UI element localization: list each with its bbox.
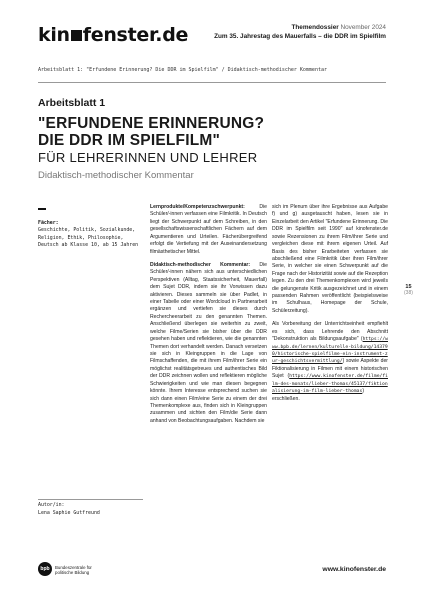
- learning-products-paragraph: Lernprodukte/Kompetenzschwerpunkt: Die Schüler/-innen verfassen eine Filmkritik. In Deutsch liegt der Schwerpunkt auf dem Schreiben, in den gesellschaftswissenschaftlichen Fächern auf dem Argumentieren und Urteilen. Fächerübergreifend erfolgt die Vertiefung mit der Auseinandersetzung filmästhetischer Mittel.: [150, 204, 267, 255]
- bpb-logo-text: Bundeszentrale für politische Bildung: [55, 565, 92, 575]
- subjects-label: Fächer:: [38, 220, 59, 226]
- author-label: Autor/in:: [38, 502, 65, 508]
- logo-text-right: fenster.de: [82, 24, 189, 46]
- worksheet-label: Arbeitsblatt 1: [38, 97, 106, 109]
- page-subtitle: FÜR LEHRERINNEN UND LEHRER: [38, 150, 258, 165]
- subjects-block: [38, 220, 143, 250]
- dossier-date: November 2024: [340, 24, 386, 31]
- bpb-logo[interactable]: [38, 562, 154, 582]
- dossier-title: Zum 35. Jahrestag des Mauerfalls – die DDR im Spielfilm: [214, 32, 386, 40]
- page-title: [38, 115, 264, 149]
- didactic-comment-heading: Didaktisch-methodischer Kommentar:: [150, 261, 251, 268]
- dossier-label: Themendossier: [291, 24, 339, 31]
- page-number: [404, 284, 413, 296]
- breadcrumb: Arbeitsblatt 1: "Erfundene Erinnerung? Die DDR im Spielfilm" / Didaktisch-methodischer Kommentar: [38, 67, 327, 73]
- title-line-2: DIE DDR IM SPIELFILM": [38, 132, 221, 149]
- kinofenster-logo[interactable]: [38, 24, 188, 46]
- learning-products-heading: Lernprodukte/Kompetenzschwerpunkt:: [150, 204, 245, 210]
- logo-text-left: kin: [38, 24, 70, 46]
- page-total: (38): [404, 290, 413, 296]
- column2-paragraph-1: sich im Plenum über ihre Ergebnisse aus Aufgabe f) und g) ausgetauscht haben, lesen sie in Einzelarbeit den Artikel "Erfundene Erinnerung. Die DDR im Spielfilm seit 1990" auf kinofenster.de sowie Rezensionen zu ihrem Film/ihrer Serie und vergleichen diese mit ihrem eigenen Urteil. Auf Basis des bisher Erarbeiteten verfassen sie abschließend eine Filmkritik über ihren Film/ihrer Serie, in welcher sie einen Schwerpunkt auf die Frage nach der Historizität sowie auf die Rezeption legen. Zu den drei Themenkomplexen wird jeweils die gelungenste Kritik ausgezeichnet und in einem passenden Rahmen veröffentlicht (beispielsweise im Schulhaus, Homepage der Schule, Schülerzeitung).: [272, 204, 388, 314]
- text-column-2: [272, 204, 388, 409]
- bpb-badge-icon: bpb: [38, 562, 52, 576]
- dossier-label-line: [214, 24, 386, 33]
- sidebar-dash: [38, 208, 46, 210]
- title-line-1: "ERFUNDENE ERINNERUNG?: [38, 115, 265, 132]
- column2-paragraph-2: Als Vorbereitung der Unterrichtseinheit empfiehlt es sich, dass Lehrende den Abschnitt "Dekonstruktion als Bildungsaufgabe" (https://www.bpb.de/lernen/kulturelle-bildung/143790/historische-spielfilme-ein-instrument-zur-geschichtsvermittlung/) sowie Aspekte der Fiktionalisierung in Filmen mit einem historischen Sujet (https://www.kinofenster.de/filme/film-des-monats/lieber-thomas/45137/fiktionalisierung-im-film-lieber-thomas) erschließen.: [272, 321, 388, 402]
- page-current: 15: [405, 284, 412, 290]
- logo-square-icon: [71, 30, 82, 41]
- breadcrumb-divider: [38, 82, 386, 83]
- text-column-1: [150, 204, 267, 431]
- footer-url[interactable]: www.kinofenster.de: [322, 566, 386, 573]
- document-kind: Didaktisch-methodischer Kommentar: [38, 170, 194, 181]
- author-block: [38, 499, 143, 517]
- author-name: Lena Saphie Gutfreund: [38, 510, 100, 516]
- dossier-header: [214, 24, 386, 41]
- subjects-text: Geschichte, Politik, Sozialkunde, Religion, Ethik, Philosophie, Deutsch ab Klasse 10, ab 15 Jahren: [38, 227, 139, 249]
- didactic-comment-paragraph: Didaktisch-methodischer Kommentar: Die Schüler/-innen nähern sich aus unterschiedlichen Perspektiven (Alltag, Staatssicherheit, Mauerfall) dem Sujet DDR, indem sie ihr Vorwissen dazu aktivieren. Dieses sammeln sie über Padlet, in einer Tabelle oder einer Wordcloud in Partnerarbeit ergänzen und vertiefen sie dieses durch Rechercheerarbeit zu den genannten Themen. Anschließend überlegen sie weiterhin zu zweit, welche Filme/Serien sie bisher über die DDR gesehen haben und reflektieren, wie die genannten Themen dort verhandelt werden. Danach versetzen sie sich in Kleingruppen in die Lage von Filmschaffenden, die mit ihrem Film/ihrer Serie ein möglichst realitätsgetreues und authentisches Bild der DDR zeichnen wollen und reflektieren mögliche Schwierigkeiten und wie man diesen begegnen könnte. Ihrem Interesse entsprechend suchen sie sich dann einen Film/eine Serie zu einem der drei Themenkomplexe aus, finden sich in Kleingruppen zusammen und sichten den Film/die Serie dann anhand von Beobachtungsaufgaben. Nachdem sie: [150, 261, 267, 424]
- kinofenster-link[interactable]: https://www.kinofenster.de/filme/film-des-monats/lieber-thomas/45137/fiktionalisierung-im-film-lieber-thomas: [272, 374, 388, 395]
- bpb-link[interactable]: https://www.bpb.de/lernen/kulturelle-bildung/143790/historische-spielfilme-ein-instrument-zur-geschichtsvermittlung/: [272, 337, 388, 365]
